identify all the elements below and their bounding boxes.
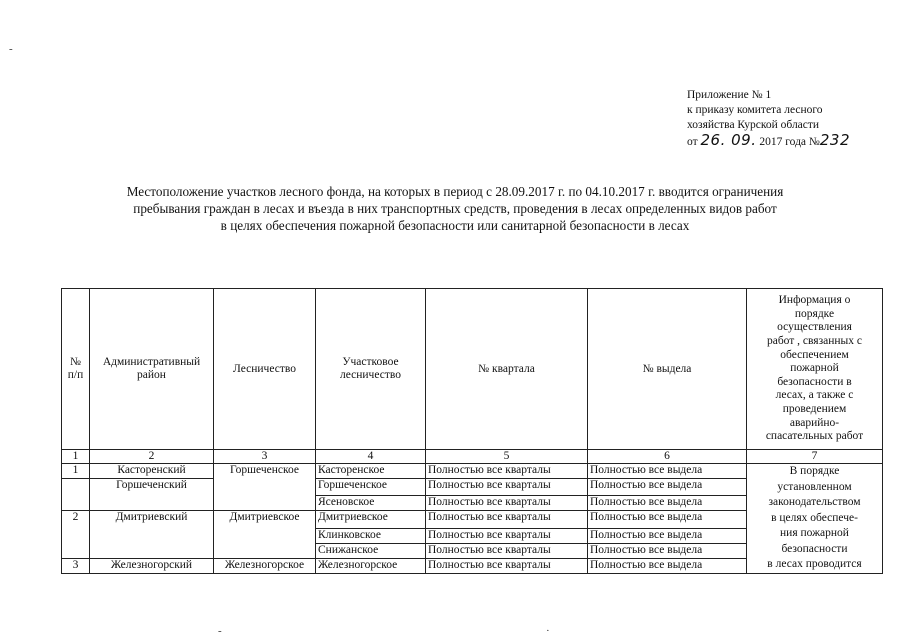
title-line: пребывания граждан в лесах и въезда в них транспортных средств, проведения в лесах определенных видов работ	[133, 201, 777, 216]
header-forestry: Лесничество	[214, 289, 316, 450]
cell-local-forestry: Дмитриевское	[316, 511, 426, 528]
cell-quarter: Полностью все кварталы	[426, 558, 588, 573]
cell-district: Касторенский	[90, 464, 214, 479]
header-info: Информация о порядке осуществления работ , связанных с обеспечением пожарной безопасности в лесах, а также с проведением аварийно- спасательных работ	[747, 289, 883, 450]
scan-mark: -	[9, 43, 13, 55]
cell-district: Железногорский	[90, 558, 214, 573]
annex-order-line: к приказу комитета лесного	[687, 104, 823, 116]
header-quarter: № квартала	[426, 289, 588, 450]
cell-forestry: Горшеченское	[214, 464, 316, 511]
cell-allotment: Полностью все выдела	[588, 511, 747, 528]
header-num: № п/п	[62, 289, 90, 450]
cell-info: В порядке установленном законодательством в целях обеспече- ния пожарной безопасности в лесах проводится	[747, 464, 883, 574]
cell-num: 2	[62, 511, 90, 558]
column-number: 3	[214, 450, 316, 464]
handwritten-date: 26. 09.	[700, 131, 757, 149]
cell-forestry: Железногорское	[214, 558, 316, 573]
cell-district: Горшеченский	[90, 479, 214, 511]
cell-allotment: Полностью все выдела	[588, 496, 747, 511]
cell-allotment: Полностью все выдела	[588, 464, 747, 479]
header-local-forestry: Участковое лесничество	[316, 289, 426, 450]
column-number: 6	[588, 450, 747, 464]
column-number-row	[62, 450, 883, 464]
cell-allotment: Полностью все выдела	[588, 543, 747, 558]
annex-date-line	[687, 133, 897, 150]
cell-local-forestry: Клинковское	[316, 528, 426, 543]
header-allotment: № выдела	[588, 289, 747, 450]
cell-allotment: Полностью все выдела	[588, 528, 747, 543]
column-number: 4	[316, 450, 426, 464]
cell-local-forestry: Снижанское	[316, 543, 426, 558]
cell-num: 1	[62, 464, 90, 479]
document-title	[60, 183, 850, 234]
cell-quarter: Полностью все кварталы	[426, 511, 588, 528]
annex-committee-line: хозяйства Курской области	[687, 119, 820, 131]
header-district: Административный район	[90, 289, 214, 450]
cell-quarter: Полностью все кварталы	[426, 464, 588, 479]
cell-allotment: Полностью все выдела	[588, 558, 747, 573]
title-line: Местоположение участков лесного фонда, на которых в период с 28.09.2017 г. по 04.10.2017 г. вводится ограничения	[126, 184, 784, 199]
title-line: в целях обеспечения пожарной безопасности или санитарной безопасности в лесах	[220, 218, 690, 233]
cell-allotment: Полностью все выдела	[588, 479, 747, 496]
cell-quarter: Полностью все кварталы	[426, 543, 588, 558]
column-number: 5	[426, 450, 588, 464]
cell-quarter: Полностью все кварталы	[426, 496, 588, 511]
cell-num: 3	[62, 558, 90, 573]
column-number: 1	[62, 450, 90, 464]
cell-quarter: Полностью все кварталы	[426, 528, 588, 543]
cell-local-forestry: Ясеновское	[316, 496, 426, 511]
column-number: 7	[747, 450, 883, 464]
annex-from: от	[687, 136, 698, 148]
cell-district: Дмитриевский	[90, 511, 214, 558]
cell-local-forestry: Касторенское	[316, 464, 426, 479]
annex-block	[687, 88, 897, 150]
column-number: 2	[90, 450, 214, 464]
cell-num	[62, 479, 90, 511]
cell-local-forestry: Горшеченское	[316, 479, 426, 496]
scan-mark: ·	[546, 625, 550, 637]
annex-year: 2017 года №	[759, 136, 820, 148]
table-header-row	[62, 289, 883, 450]
handwritten-number: 232	[819, 131, 851, 149]
forest-plots-table	[61, 288, 883, 574]
cell-forestry: Дмитриевское	[214, 511, 316, 558]
scan-mark: -	[218, 625, 222, 637]
cell-local-forestry: Железногорское	[316, 558, 426, 573]
cell-quarter: Полностью все кварталы	[426, 479, 588, 496]
table-row	[62, 464, 883, 479]
annex-title: Приложение № 1	[687, 89, 772, 101]
